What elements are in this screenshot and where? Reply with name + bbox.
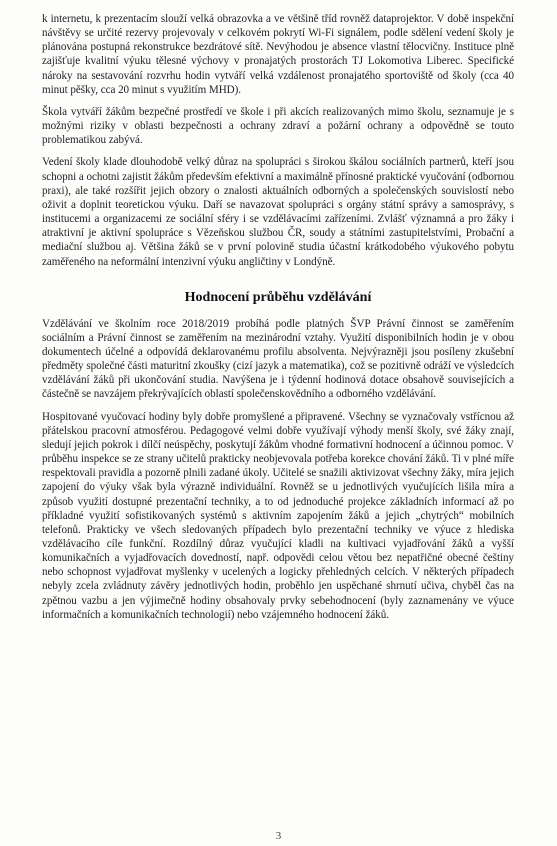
paragraph-safety: Škola vytváří žákům bezpečné prostředí ve škole i při akcích realizovaných mimo školu, seznamuje je s možnými riziky v oblasti bezpečnosti a ochrany zdraví a požární ochrany a odpovědně se touto problematikou zabývá. bbox=[42, 105, 514, 147]
page-content bbox=[42, 12, 514, 630]
section-heading: Hodnocení průběhu vzdělávání bbox=[184, 289, 372, 305]
paragraph-lessons: Hospitované vyučovací hodiny byly dobře promyšlené a připravené. Všechny se vyznačovaly vstřícnou až přátelskou pracovní atmosférou. Pedagogové velmi dobře využívají výhody menší školy, své žáky znají, sledují jejich pokrok i dílčí neúspěchy, poskytují žákům vhodné formativní hodnocení a účinnou pomoc. V průběhu inspekce se ze strany učitelů prakticky neobjevovala potřeba korekce chování žáků. Ti v plné míře respektovali pravidla a pozorně plnili zadané úkoly. Učitelé se snažili aktivizovat všechny žáky, míra jejich zapojení do výuky však byla výrazně individuální. Rovněž se u jednotlivých vyučujících lišila míra a způsob využití dostupné prezentační techniky, a to od jednoduché projekce základních informací až po příkladné využití sofistikovaných systémů s aktivním zapojením žáků a jejich „chytrých“ mobilních telefonů. Prakticky ve všech sledovaných případech bylo prezentační techniky ve výuce z hlediska vzdělávacího cíle funkční. Rozdílný důraz vyučující kladli na kultivaci vyjadřování žáků a vyšší komunikačních a vyjadřovacích dovedností, např. odpovědi celou větou bez nepatřičné obecné češtiny nebo schopnost vyjadřovat myšlenky v ucelených a logicky přehledných celcích. V některých případech nebyly zcela zvládnuty závěry jednotlivých hodin, proběhlo jen uspěchané shrnutí učiva, chyběl čas na zpětnou vazbu a jen výjimečně hodiny obsahovaly prvky sebehodnocení (byly zaznamenány ve výuce informačních a komunikačních technologií) nebo vzájemného hodnocení žáků. bbox=[42, 410, 514, 621]
paragraph-equipment: k internetu, k prezentacím slouží velká obrazovka a ve většině tříd rovněž dataprojektor. V době inspekční návštěvy se určité rezervy projevovaly v celkovém pokrytí Wi-Fi signálem, podle sdělení vedení školy je plánována postupná rekonstrukce bezdrátové sítě. Nevýhodou je absence vlastní tělocvičny. Instituce plně zajišťuje kvalitní výuku tělesné výchovy v pronajatých prostorách TJ Lokomotiva Liberec. Specifické nároky na sestavování rozvrhu hodin vytváří velká vzdálenost pronajatého sportoviště od školy (cca 40 minut pěšky, cca 20 minut s využitím MHD). bbox=[42, 13, 514, 96]
paragraph-partners: Vedení školy klade dlouhodobě velký důraz na spolupráci s širokou škálou sociálních partnerů, kteří jsou schopni a ochotni zajistit žákům především efektivní a maximálně přínosné praktické vyučování (odbornou praxi), ale také rozšířit jejich obzory o znalosti aktuálních odborných a společenských souvislostí nebo oživit a doplnit teoretickou výuku. Daří se navazovat spolupráci s orgány státní správy a samosprávy, s institucemi a organizacemi ze sociální sféry i se vzdělávacími zařízeními. Zvlášť významná a pro žáky i atraktivní je aktivní spolupráce s Vězeňskou službou ČR, soudy a státními zastupitelstvími, Probační a mediační službou aj. Většina žáků se v první polovině studia účastní krátkodobého výukového pobytu zaměřeného na neformální intenzivní výuku angličtiny v Londýně. bbox=[42, 156, 514, 268]
paragraph-curriculum: Vzdělávání ve školním roce 2018/2019 probíhá podle platných ŠVP Právní činnost se zaměřením sociálním a Právní činnost se zaměřením na mezinárodní vztahy. Využití disponibilních hodin je v obou dokumentech účelné a odpovídá deklarovanému profilu absolventa. Nejvýrazněji jsou posíleny zkušební předměty společné části maturitní zkoušky (cizí jazyk a matematika), což se pozitivně odráží ve výsledcích vzdělávání žáků při ukončování studia. Navýšena je i týdenní hodinová dotace obsahově souvisejících a částečně se navzájem překrývajících oblastí společenskovědního a odborného vzdělávání. bbox=[42, 317, 514, 401]
page-number: 3 bbox=[275, 830, 282, 842]
